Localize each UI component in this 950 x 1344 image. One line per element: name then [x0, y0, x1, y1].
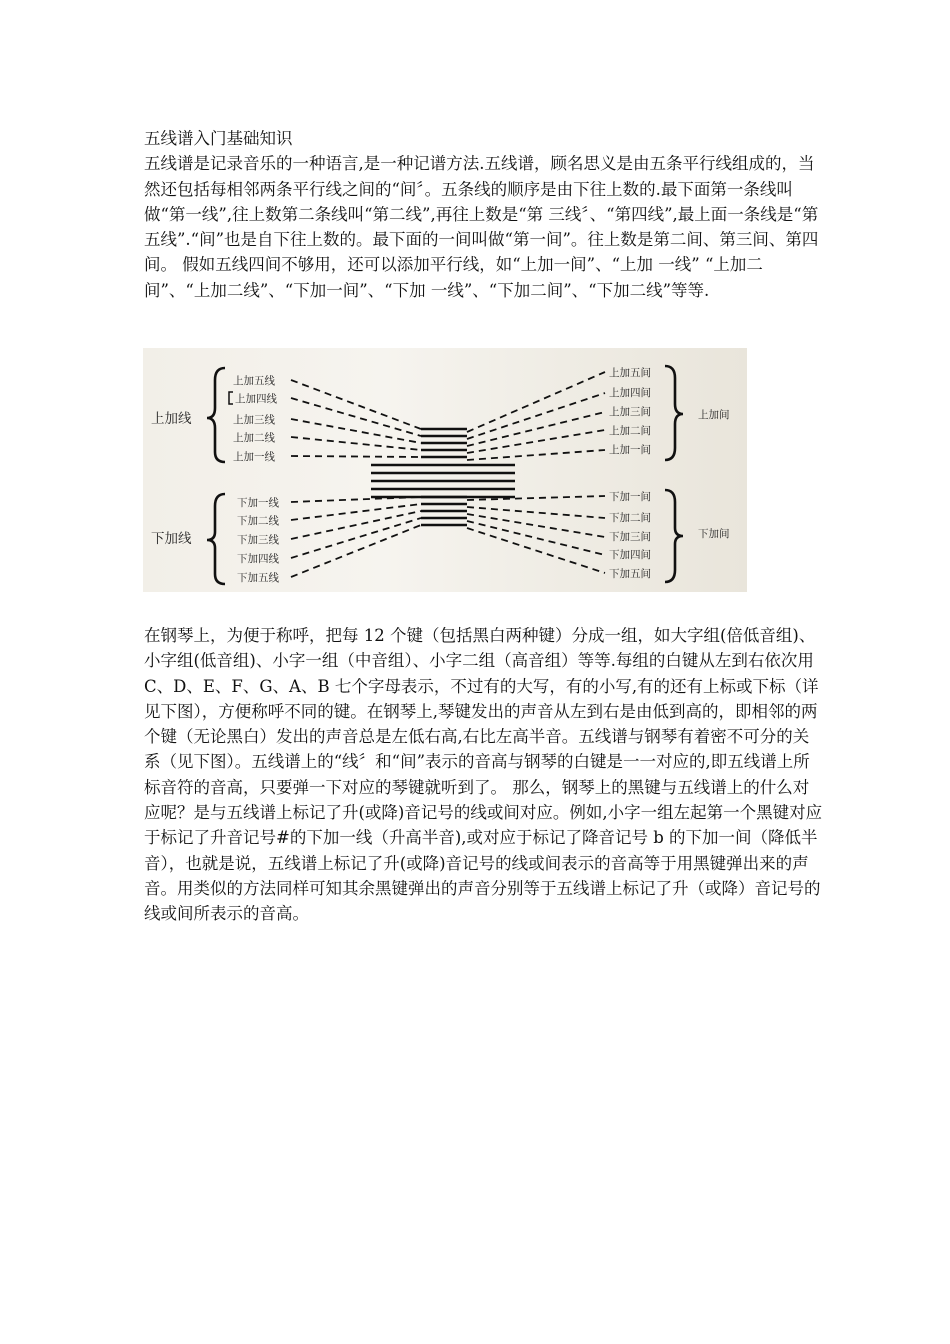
intro-paragraph — [144, 126, 824, 303]
upper-space-label: 上加二间 — [609, 425, 651, 437]
main-staff — [371, 465, 515, 497]
right-lower-brace — [665, 490, 683, 582]
upper-space-label: 上加四间 — [609, 387, 651, 399]
lower-line-label: 下加二线 — [237, 515, 279, 527]
lower-ledger-lines — [421, 497, 467, 525]
upper-line-label: 上加二线 — [233, 432, 275, 444]
lower-space-label: 下加五间 — [609, 568, 651, 580]
upper-line-label: 上加三线 — [233, 414, 275, 426]
lower-line-label: 下加五线 — [237, 572, 279, 584]
piano-paragraph: 在钢琴上，为便于称呼，把每 12 个键（包括黑白两种键）分成一组，如大字组(倍低音组)、小字组(低音组)、小字一组（中音组）、小字二组（高音组）等等.每组的白键从左到右依次用 C、D、E、F、G、A、B 七个字母表示，不过有的大写，有的小写,有的还有上标或下标（详见下图），方便称呼不同的键。在钢琴上,琴键发出的声音从左到右是由低到高的，即相邻的两个键（无论黑白）发出的声音总是左低右高,右比左高半音。五线谱与钢琴有着密不可分的关系（见下图）。五线谱上的“线〞和“间”表示的音高与钢琴的白键是一一对应的,即五线谱上所标音符的音高，只要弹一下对应的琴键就听到了。 那么，钢琴上的黑键与五线谱上的什么对应呢？是与五线谱上标记了升(或降)音记号的线或间对应。例如,小字一组左起第一个黑键对应于标记了升音记号#的下加一线（升高半音),或对应于标记了降音记号 b 的下加一间（降低半音），也就是说，五线谱上标记了升(或降)音记号的线或间表示的音高等于用黑键弹出来的声音。用类似的方法同样可知其余黑键弹出的声音分别等于五线谱上标记了升（或降）音记号的线或间所表示的音高。 — [144, 626, 823, 924]
upper-lines-group-label: 上加线 — [151, 411, 192, 427]
left-leaders — [291, 380, 421, 577]
lower-lines-group-label: 下加线 — [151, 531, 192, 547]
upper-line-label: 上加一线 — [233, 451, 275, 463]
lower-space-label: 下加四间 — [609, 549, 651, 561]
page-title: 五线谱入门基础知识 — [144, 129, 293, 148]
upper-space-label: 上加三间 — [609, 406, 651, 418]
upper-line-label: 上加五线 — [233, 375, 275, 387]
ledger-lines-svg — [143, 348, 747, 592]
staff-description-text: 五线谱是记录音乐的一种语言,是一种记谱方法.五线谱，顾名思义是由五条平行线组成的，当然还包括每相邻两条平行线之间的“间〞。五条线的顺序是由下往上数的.最下面第一条线叫做“第一线”,往上数第二条线叫“第二线”,再往上数是“第 三线〞、“第四线”,最上面一条线是“第五线”.“间”也是自下往上数的。最下面的一间叫做“第一间”。往上数是第二间、第三间、第四间。 假如五线四间不够用，还可以添加平行线，如“上加一间”、“上加 一线” “上加二间”、“上加二线”、“下加一间”、“下加 一线”、“下加二间”、“下加二线”等等. — [144, 154, 819, 300]
lower-line-label: 下加一线 — [237, 497, 279, 509]
lower-line-label: 下加三线 — [237, 534, 279, 546]
lower-space-label: 下加三间 — [609, 531, 651, 543]
lower-line-label: 下加四线 — [237, 553, 279, 565]
left-upper-brace — [207, 368, 225, 462]
upper-space-label: 上加五间 — [609, 367, 651, 379]
left-lower-brace — [207, 494, 225, 584]
upper-spaces-group-label: 上加间 — [698, 409, 730, 421]
right-upper-brace — [665, 366, 683, 460]
upper-ledger-lines — [421, 429, 467, 457]
lower-space-label: 下加一间 — [609, 491, 651, 503]
lower-space-label: 下加二间 — [609, 512, 651, 524]
upper-line-label: 上加四线 — [235, 393, 277, 405]
ledger-lines-diagram — [143, 348, 747, 592]
lower-spaces-group-label: 下加间 — [698, 528, 730, 540]
small-bracket — [229, 392, 233, 404]
upper-space-label: 上加一间 — [609, 444, 651, 456]
